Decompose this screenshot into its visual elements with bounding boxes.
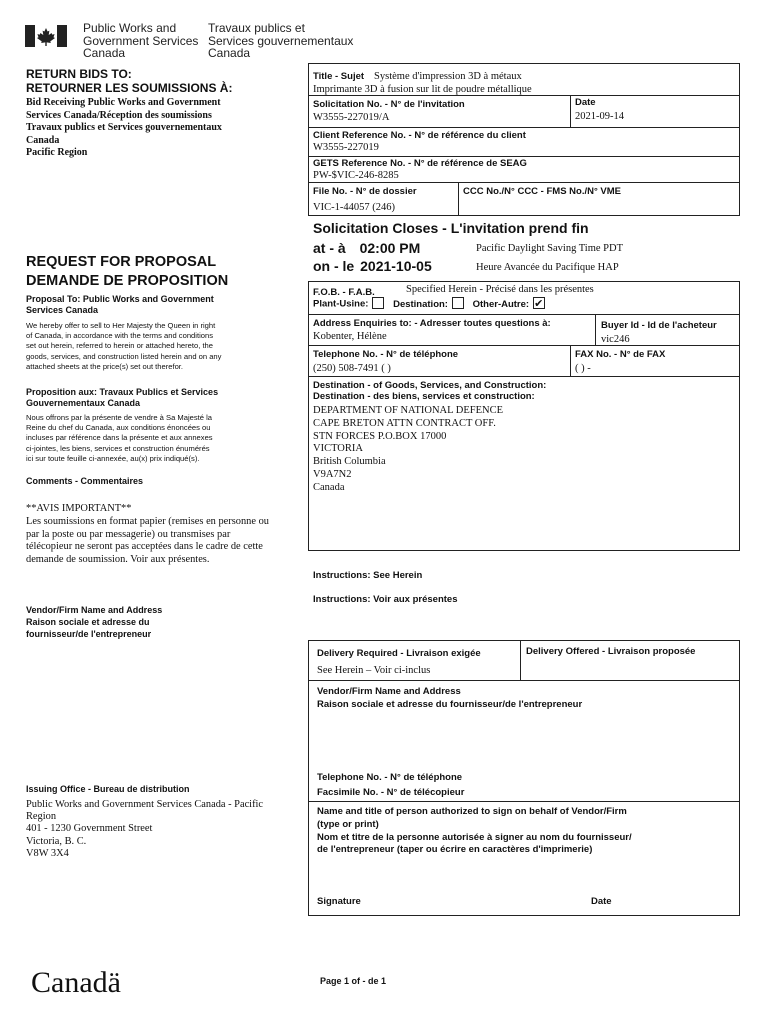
checkmark-icon: ✔ <box>534 297 544 310</box>
title-value-1: Système d'impression 3D à métaux <box>374 71 522 82</box>
address-enquiries-value: Kobenter, Hélène <box>313 331 387 342</box>
other-autre-checkbox[interactable] <box>533 297 545 309</box>
issuing-office-address: Public Works and Government Services Canada - Pacific Region 401 - 1230 Government Street Victoria, B. C. V8W 3X4 <box>26 799 264 859</box>
other-autre-label: Other-Autre: <box>472 298 530 310</box>
fob-label: F.O.B. - F.A.B. <box>313 287 375 298</box>
department-name-fr <box>208 22 353 60</box>
ccc-no-label: CCC No./N° CCC - FMS No./N° VME <box>463 186 622 197</box>
timezone-en: Pacific Daylight Saving Time PDT <box>476 243 623 254</box>
dept-fr-line-2: Services gouvernementaux <box>208 33 354 48</box>
authorized-signer-label[interactable]: Name and title of person authorized to sign on behalf of Vendor/Firm (type or print) Nom et titre de la personne autorisée à signer au nom du fournisseur/ de l'entrepreneur (taper ou écrire en caractères d'imprimerie) <box>317 806 632 856</box>
vendor-firm-label-right: Vendor/Firm Name and Address Raison sociale et adresse du fournisseur/de l'entrepreneur <box>317 686 583 710</box>
dept-en-line-3: Canada <box>83 46 126 60</box>
divider <box>520 640 521 680</box>
destination-goods-label: Destination - of Goods, Services, and Construction: Destination - des biens, services et construction: <box>313 380 547 402</box>
return-bids-title-en: RETURN BIDS TO: <box>26 67 132 81</box>
divider <box>570 95 571 127</box>
delivery-required-value: See Herein – Voir ci-inclus <box>317 665 431 676</box>
vendor-firm-input-area[interactable] <box>312 712 736 767</box>
divider <box>308 801 740 802</box>
file-no-label: File No. - N° de dossier <box>313 186 417 197</box>
closing-time-row <box>313 240 420 256</box>
solicitation-no-value: W3555-227019/A <box>313 112 390 123</box>
buyer-id-value: vic246 <box>601 334 630 345</box>
divider <box>308 156 740 157</box>
divider <box>308 376 740 377</box>
proposal-to-heading: Proposal To: Public Works and Government Services Canada <box>26 294 214 315</box>
destination-goods-address: DEPARTMENT OF NATIONAL DEFENCE CAPE BRETON ATTN CONTRACT OFF. STN FORCES P.O.BOX 17000 VICTORIA British Columbia V9A7N2 Canada <box>313 405 504 493</box>
solicitation-no-label: Solicitation No. - N° de l'invitation <box>313 99 465 110</box>
on-label: on - le <box>313 258 355 274</box>
signature-label[interactable]: Signature <box>317 896 361 907</box>
fax-value: ( ) - <box>575 363 591 374</box>
telephone-value: (250) 508-7491 ( ) <box>313 363 391 374</box>
client-ref-label: Client Reference No. - N° de référence du client <box>313 130 526 141</box>
dept-en-line-2: Government Services <box>83 33 199 48</box>
divider <box>308 127 740 128</box>
plant-usine-checkbox[interactable] <box>372 297 384 309</box>
buyer-id-label: Buyer Id - Id de l'acheteur <box>601 320 717 331</box>
fob-value: Specified Herein - Précisé dans les présentes <box>406 284 594 295</box>
canada-wordmark: Canadä <box>31 966 121 999</box>
page-number: Page 1 of - de 1 <box>320 976 387 986</box>
plant-usine-label: Plant-Usine: <box>313 298 369 310</box>
fax-label: FAX No. - N° de FAX <box>575 349 666 360</box>
dept-fr-line-3: Canada <box>208 46 251 60</box>
canada-flag-logo <box>25 25 67 47</box>
dept-fr-line-1: Travaux publics et <box>208 21 305 35</box>
comments-label: Comments - Commentaires <box>26 476 144 486</box>
fob-options-row <box>313 298 545 310</box>
gets-ref-label: GETS Reference No. - N° de référence de SEAG <box>313 158 527 169</box>
proposal-to-body: We hereby offer to sell to Her Majesty the Queen in right of Canada, in accordance with the terms and conditions set out herein, referred to herein or attached hereto, the goods, services, and construction listed herein and on any attached sheets at the price(s) set out therefor. <box>26 321 222 371</box>
divider <box>595 314 596 345</box>
delivery-offered-label[interactable]: Delivery Offered - Livraison proposée <box>526 646 696 657</box>
closing-date-row <box>313 258 432 274</box>
proposition-body: Nous offrons par la présente de vendre à Sa Majesté la Reine du chef du Canada, aux conditions énoncées ou incluses par référence dans la présente et aux annexes ci-jointes, les biens, services et construction énumérés ici sur toute feuille ci-annexée, au(x) prix indiqué(s). <box>26 413 213 463</box>
address-enquiries-label: Address Enquiries to: - Adresser toutes questions à: <box>313 318 551 329</box>
title-label: Title - Sujet <box>313 71 365 82</box>
closing-time-value: 02:00 PM <box>359 240 421 256</box>
department-name-en <box>83 22 198 60</box>
destination-label: Destination: <box>393 298 448 310</box>
file-no-value: VIC-1-44057 (246) <box>313 202 395 213</box>
title-value-2: Imprimante 3D à fusion sur lit de poudre métallique <box>313 84 532 95</box>
vendor-telephone-label[interactable]: Telephone No. - N° de téléphone <box>317 772 463 783</box>
closing-date-value: 2021-10-05 <box>360 258 432 274</box>
divider <box>308 345 740 346</box>
request-title-fr: DEMANDE DE PROPOSITION <box>26 273 229 289</box>
divider <box>308 314 740 315</box>
avis-important: **AVIS IMPORTANT** Les soumissions en format papier (remises en personne ou par la poste ou par messagerie) ou transmises par télécopieur ne seront pas acceptées dans le cadre de cette demande de soumission. Voir aux présentes. <box>26 503 269 566</box>
divider <box>308 680 740 681</box>
divider <box>458 182 459 216</box>
destination-checkbox[interactable] <box>452 297 464 309</box>
signature-date-label[interactable]: Date <box>591 896 612 907</box>
timezone-fr: Heure Avancée du Pacifique HAP <box>476 262 619 273</box>
telephone-label: Telephone No. - N° de téléphone <box>313 349 459 360</box>
return-bids-address: Bid Receiving Public Works and Government Services Canada/Réception des soumissions Travaux publics et Services gouvernementaux Canada Pacific Region <box>26 97 222 159</box>
delivery-required-label: Delivery Required - Livraison exigée <box>317 648 481 659</box>
divider <box>570 345 571 376</box>
dept-en-line-1: Public Works and <box>83 21 177 35</box>
gets-ref-value: PW-$VIC-246-8285 <box>313 170 399 181</box>
divider <box>308 182 740 183</box>
instructions-en: Instructions: See Herein <box>313 570 423 581</box>
instructions-fr: Instructions: Voir aux présentes <box>313 594 458 605</box>
title-field <box>313 66 733 96</box>
date-value: 2021-09-14 <box>575 111 624 122</box>
at-label: at - à <box>313 240 346 256</box>
proposition-heading: Proposition aux: Travaux Publics et Services Gouvernementaux Canada <box>26 387 219 408</box>
date-label: Date <box>575 97 596 108</box>
issuing-office-label: Issuing Office - Bureau de distribution <box>26 784 190 794</box>
request-title-en: REQUEST FOR PROPOSAL <box>26 254 217 270</box>
vendor-facsimile-label[interactable]: Facsimile No. - N° de télécopieur <box>317 787 465 798</box>
client-ref-value: W3555-227019 <box>313 142 379 153</box>
vendor-firm-label-left: Vendor/Firm Name and Address Raison sociale et adresse du fournisseur/de l'entrepreneur <box>26 605 163 639</box>
solicitation-closes-title: Solicitation Closes - L'invitation prend fin <box>313 220 589 236</box>
return-bids-title-fr: RETOURNER LES SOUMISSIONS À: <box>26 81 233 95</box>
